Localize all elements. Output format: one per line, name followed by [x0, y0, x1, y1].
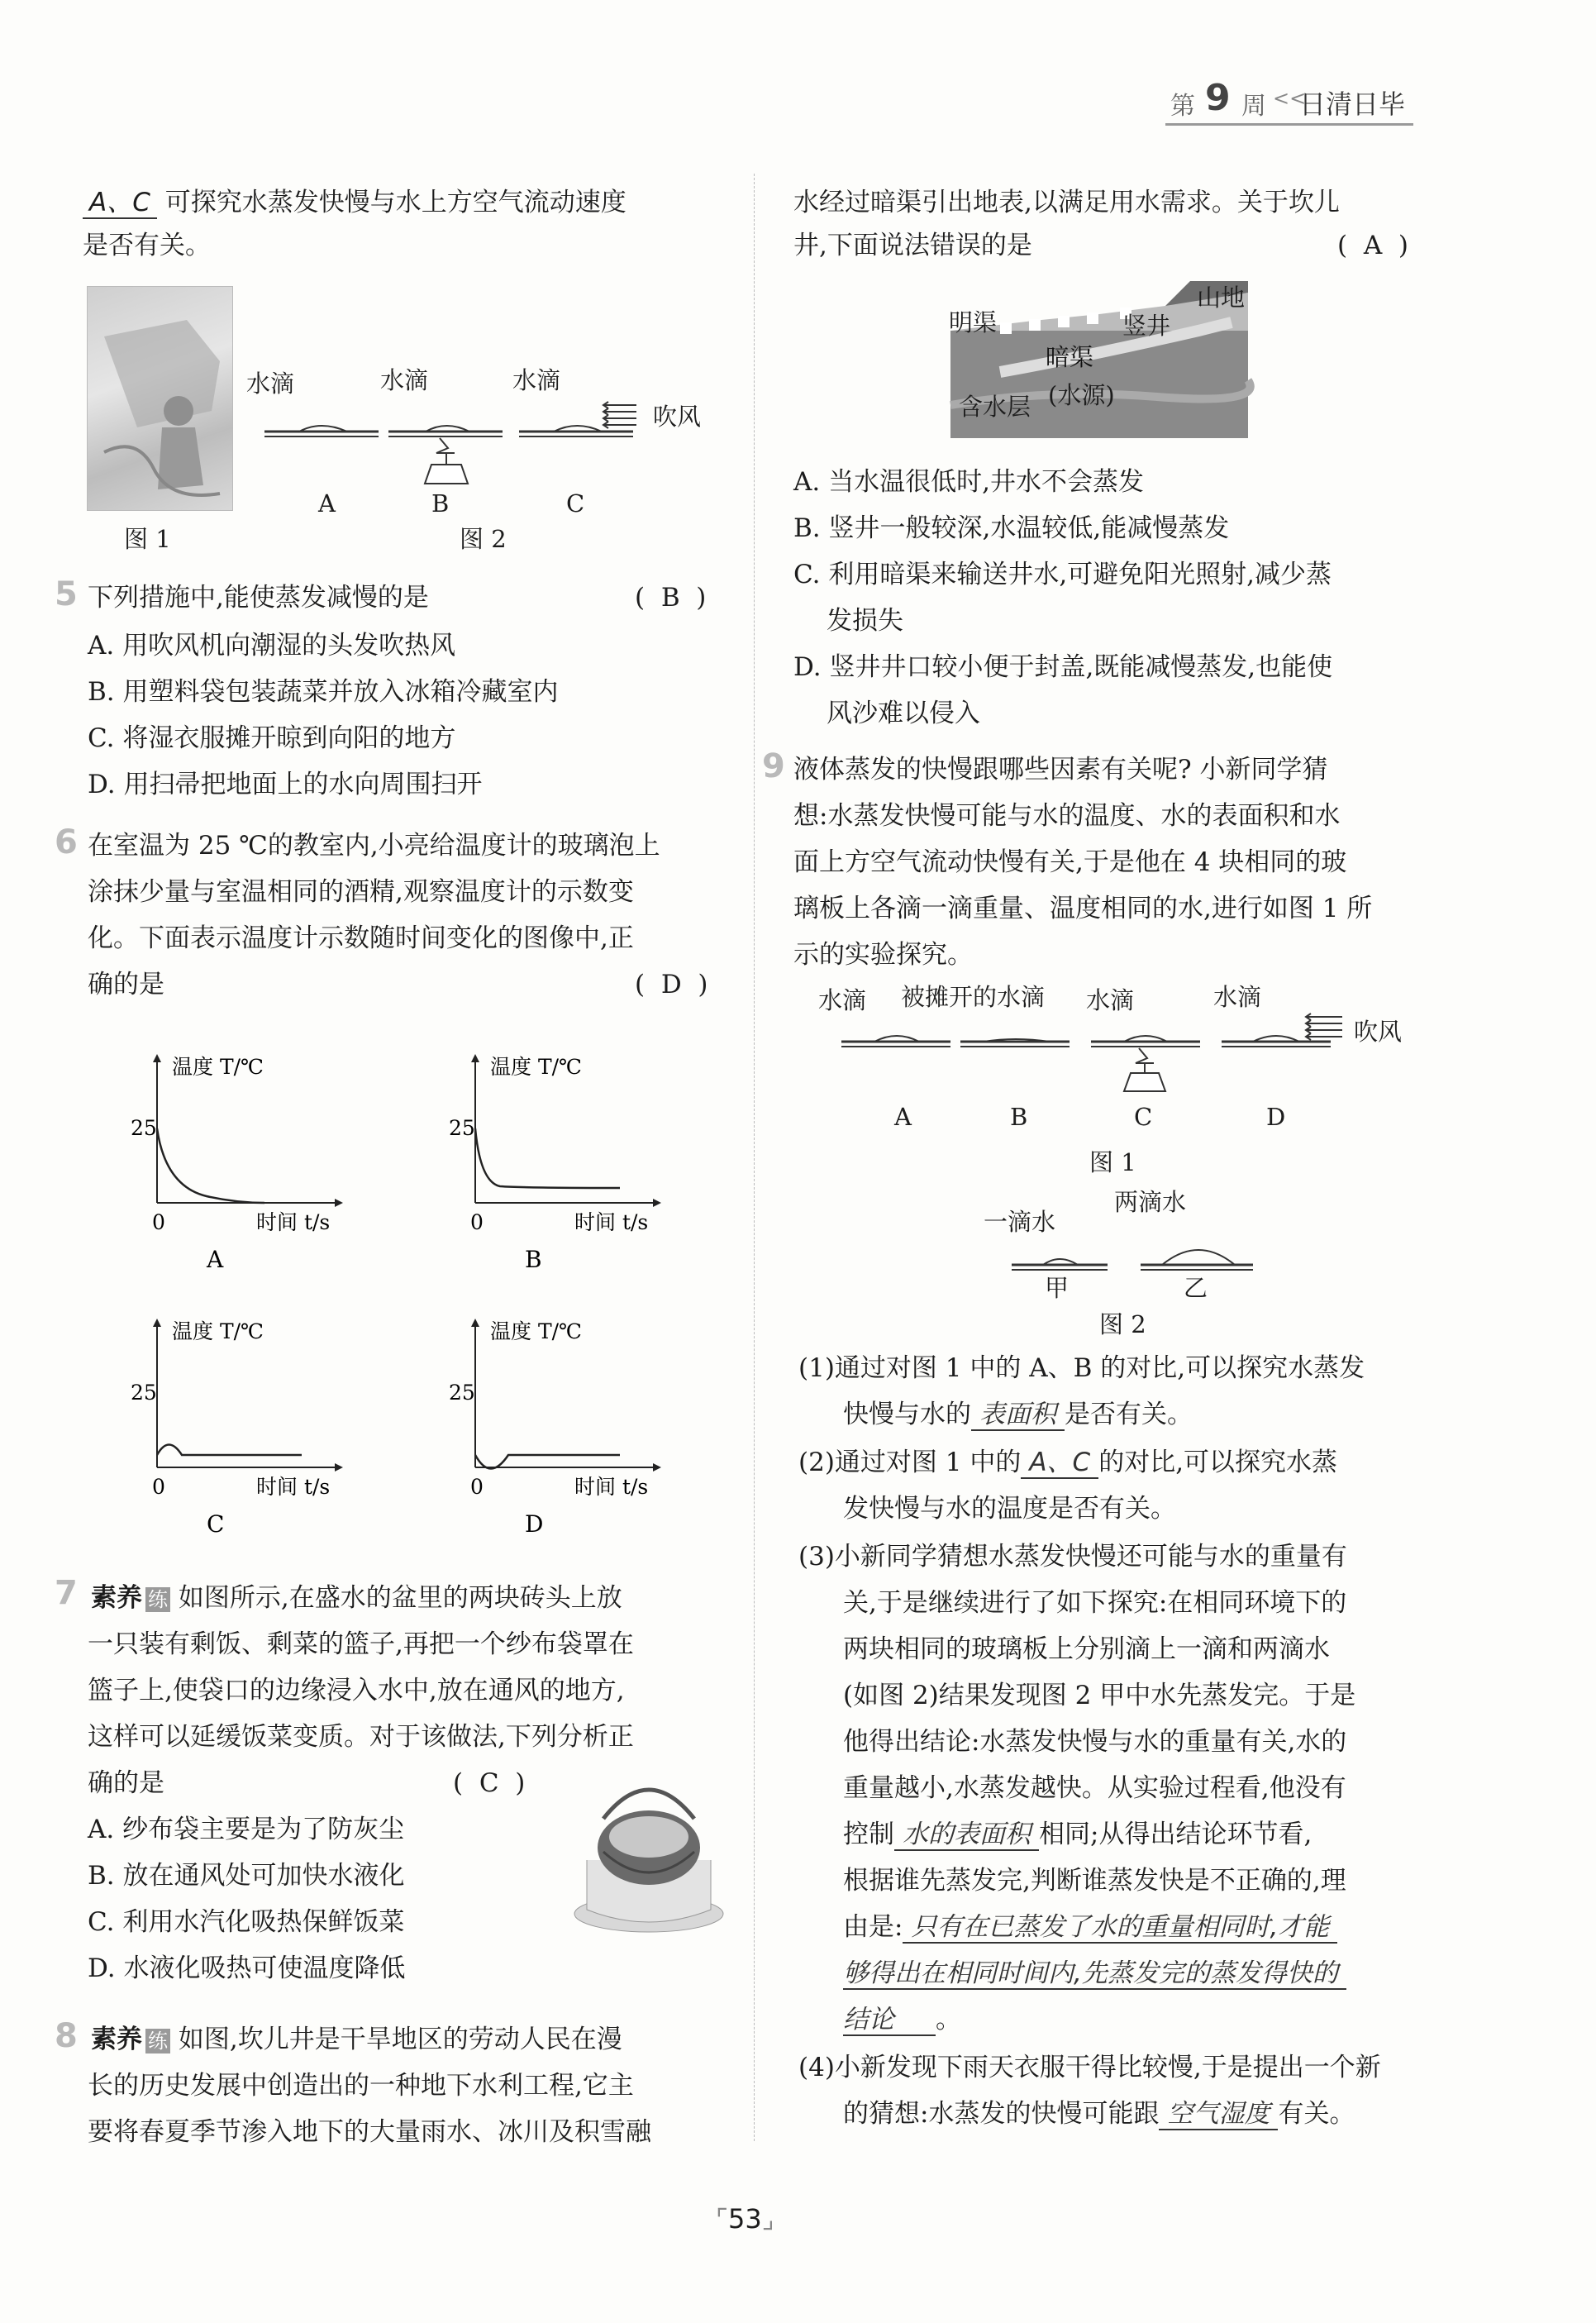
q9-number: 9 [762, 747, 785, 785]
x-axis-arrow [335, 1199, 343, 1207]
q9-fig2-jia: 甲 [1045, 1274, 1070, 1302]
q8-option-b: B. 竖井一般较深,水温较低,能减慢蒸发 [793, 513, 1230, 543]
q6-number: 6 [55, 823, 78, 861]
q9-p3-line6: 重量越小,水蒸发越快。从实验过程看,他没有 [843, 1773, 1346, 1803]
q7-option-b: B. 放在通风处可加快水液化 [88, 1861, 405, 1891]
karez-shujing: 竖井 [1122, 312, 1171, 340]
q9-fig1-wind: 吹风 [1354, 1018, 1403, 1046]
q9-p1-answer: 表面积 [971, 1400, 1065, 1431]
q8-line4: 水经过暗渠引出地表,以满足用水需求。关于坎儿 [793, 188, 1340, 217]
q8-option-d-cont: 风沙难以侵入 [827, 699, 980, 728]
fig2-c: C [566, 489, 585, 518]
q9-p3-line9: 由是: 只有在已蒸发了水的重量相同时,才能 [843, 1908, 1337, 1946]
q9-p3-line8: 根据谁先蒸发完,判断谁蒸发快是不正确的,理 [843, 1866, 1346, 1896]
q4-fig2 [256, 355, 636, 554]
temp-graph-A [107, 1046, 372, 1273]
q9-fig1-b-label: 被摊开的水滴 [901, 983, 1046, 1011]
x-axis-arrow [653, 1463, 661, 1472]
q5-answer: ( B ) [635, 583, 707, 613]
q9-line4: 璃板上各滴一滴重量、温度相同的水,进行如图 1 所 [793, 894, 1373, 923]
origin-label: 0 [152, 1210, 165, 1234]
q8-line3: 要将春夏季节渗入地下的大量雨水、冰川及积雪融 [88, 2117, 651, 2147]
graph-option-label: B [525, 1246, 542, 1273]
karez-shuiyuan: (水源) [1048, 381, 1115, 409]
fig2-drop1: 水滴 [246, 370, 295, 398]
q8-option-c-cont: 发损失 [827, 606, 903, 636]
graph-option-label: D [525, 1510, 544, 1538]
q9-fig1-ld: D [1266, 1103, 1286, 1131]
q9-p3-line5: 他得出结论:水蒸发快慢与水的重量有关,水的 [843, 1727, 1347, 1757]
q9-p2-line1: (2)通过对图 1 中的 A、C 的对比,可以探究水蒸 [798, 1448, 1338, 1477]
temp-graph-B [426, 1046, 690, 1273]
q8-number: 8 [55, 2017, 78, 2055]
karez-mingqu: 明渠 [949, 308, 998, 336]
karez-shandi: 山地 [1197, 284, 1246, 312]
q9-fig1-d-label: 水滴 [1213, 983, 1262, 1011]
q5-option-c: C. 将湿衣服摊开晾到向阳的地方 [88, 723, 456, 753]
column-divider [754, 174, 755, 2141]
origin-label: 0 [470, 1210, 484, 1234]
y-axis-arrow [471, 1054, 479, 1062]
q9-p3-line3: 两块相同的玻璃板上分别滴上一滴和两滴水 [843, 1634, 1330, 1664]
q6-line3: 化。下面表示温度计示数随时间变化的图像中,正 [88, 923, 634, 953]
painting-figure-image [88, 287, 232, 510]
q6-answer: ( D ) [635, 970, 708, 999]
basket-image [570, 1769, 727, 1943]
q7-line4: 这样可以延缓饭菜变质。对于该做法,下列分析正 [88, 1722, 634, 1752]
q7-option-d: D. 水液化吸热可使温度降低 [88, 1953, 406, 1983]
fig2-caption: 图 2 [460, 525, 507, 553]
q7-line3: 篮子上,使袋口的边缘浸入水中,放在通风的地方, [88, 1676, 625, 1705]
q4-answer: A、C [83, 188, 157, 219]
x-axis-label: 时间 t/s [574, 1210, 649, 1234]
q9-fig2-caption: 图 2 [1099, 1310, 1146, 1338]
q9-fig2-yi-label: 两滴水 [1114, 1188, 1187, 1216]
fig2-b: B [431, 489, 450, 518]
q9-line3: 面上方空气流动快慢有关,于是他在 4 块相同的玻 [793, 847, 1347, 877]
q5-number: 5 [55, 575, 78, 613]
x-axis-label: 时间 t/s [256, 1210, 331, 1234]
q5-stem: 下列措施中,能使蒸发减慢的是 [88, 583, 429, 613]
q9-line5: 示的实验探究。 [793, 940, 973, 970]
q9-p3-line4: (如图 2)结果发现图 2 甲中水先蒸发完。于是 [843, 1681, 1356, 1710]
y-axis-arrow [153, 1319, 161, 1327]
q9-fig1-lb: B [1010, 1103, 1028, 1131]
header [1165, 79, 1413, 126]
q9-fig2-yi: 乙 [1184, 1274, 1208, 1302]
q7-tag: 素养 [91, 1583, 142, 1613]
fig1-painting [87, 286, 233, 511]
q9-p4-line2: 的猜想:水蒸发的快慢可能跟 空气湿度 有关。 [843, 2099, 1355, 2129]
fig2-drop3: 水滴 [512, 366, 561, 394]
fig2-drop2: 水滴 [380, 366, 429, 394]
y-tick-25: 25 [449, 1116, 475, 1140]
alcohol-lamp-icon [425, 438, 468, 484]
q9-p4-line1: (4)小新发现下雨天衣服干得比较慢,于是提出一个新 [798, 2053, 1381, 2082]
origin-label: 0 [470, 1475, 484, 1499]
q9-fig2-jia-label: 一滴水 [984, 1208, 1056, 1236]
q8-line5: 井,下面说法错误的是 [793, 231, 1032, 260]
q9-p4-answer: 空气湿度 [1159, 2099, 1278, 2130]
page-number: ⌜53⌟ [716, 2203, 774, 2235]
fig2-a: A [318, 489, 336, 518]
header-suffix: 周 [1241, 92, 1266, 121]
header-prefix: 第 [1170, 92, 1195, 121]
q7-option-c: C. 利用水汽化吸热保鲜饭菜 [88, 1907, 405, 1937]
q9-fig1-lc: C [1134, 1103, 1153, 1131]
origin-label: 0 [152, 1475, 165, 1499]
q5-option-b: B. 用塑料袋包装蔬菜并放入冰箱冷藏室内 [88, 677, 559, 707]
q8-answer: ( A ) [1337, 231, 1409, 260]
q7-line1: 素养 练 如图所示,在盛水的盆里的两块砖头上放 [91, 1579, 622, 1617]
y-axis-label: 温度 T/℃ [172, 1055, 264, 1079]
q8-option-d: D. 竖井井口较小便于封盖,既能减慢蒸发,也能使 [793, 652, 1333, 682]
q7-line2: 一只装有剩饭、剩菜的篮子,再把一个纱布袋罩在 [88, 1629, 634, 1659]
y-axis-label: 温度 T/℃ [172, 1319, 264, 1343]
temperature-curve [157, 1445, 302, 1456]
x-axis-arrow [653, 1199, 661, 1207]
x-axis-label: 时间 t/s [574, 1475, 649, 1499]
q9-p3-answer2a: 只有在已蒸发了水的重量相同时,才能 [903, 1912, 1337, 1944]
q9-line2: 想:水蒸发快慢可能与水的温度、水的表面积和水 [793, 801, 1341, 831]
q7-number: 7 [55, 1574, 78, 1612]
q5-option-a: A. 用吹风机向潮湿的头发吹热风 [88, 631, 456, 661]
y-axis-arrow [153, 1054, 161, 1062]
fig2-wind: 吹风 [653, 403, 702, 431]
temp-graph-C [107, 1310, 372, 1538]
q9-fig1-a-label: 水滴 [818, 986, 867, 1014]
q8-option-c: C. 利用暗渠来输送井水,可避免阳光照射,减少蒸 [793, 560, 1332, 589]
q4-line1: A、C 可探究水蒸发快慢与水上方空气流动速度 [83, 184, 626, 222]
fig1-caption: 图 1 [124, 525, 171, 553]
q9-p2-answer: A、C [1021, 1448, 1098, 1479]
q6-line2: 涂抹少量与室温相同的酒精,观察温度计的示数变 [88, 877, 634, 907]
x-axis-arrow [335, 1463, 343, 1472]
q7-line5: 确的是 [88, 1768, 164, 1798]
header-week: 9 [1205, 77, 1231, 119]
wind-arrows-icon [1306, 1014, 1342, 1040]
y-tick-25: 25 [131, 1116, 157, 1140]
graph-option-label: C [207, 1510, 225, 1538]
q9-p3-line2: 关,于是继续进行了如下探究:在相同环境下的 [843, 1588, 1347, 1618]
q5-option-d: D. 用扫帚把地面上的水向周围扫开 [88, 770, 483, 799]
q9-p3-line11: 结论 。 [843, 2005, 961, 2034]
temp-graph-D [426, 1310, 690, 1538]
q7-answer: ( C ) [453, 1768, 526, 1798]
q9-fig1-la: A [894, 1103, 912, 1131]
graph-option-label: A [207, 1246, 224, 1273]
wind-arrows-icon [603, 402, 636, 428]
q6-line4: 确的是 [88, 970, 164, 999]
y-tick-25: 25 [131, 1381, 157, 1405]
q9-fig1-c-label: 水滴 [1086, 986, 1135, 1014]
q9-line1: 液体蒸发的快慢跟哪些因素有关呢? 小新同学猜 [793, 755, 1328, 785]
y-tick-25: 25 [449, 1381, 475, 1405]
q8-tag: 素养 [91, 2025, 142, 2054]
q9-p3-line7: 控制 水的表面积 相同;从得出结论环节看, [843, 1820, 1313, 1849]
header-title: 日清日毕 [1299, 88, 1406, 120]
q7-tag-lian: 练 [145, 1587, 170, 1612]
q8-tag-lian: 练 [145, 2029, 170, 2053]
q9-p1-line1: (1)通过对图 1 中的 A、B 的对比,可以探究水蒸发 [798, 1353, 1365, 1383]
q7-option-a: A. 纱布袋主要是为了防灰尘 [88, 1815, 405, 1844]
temperature-curve [475, 1128, 620, 1188]
temperature-curve [157, 1128, 264, 1203]
q9-p2-line2: 发快慢与水的温度是否有关。 [843, 1494, 1176, 1524]
karez-hanshui: 含水层 [959, 393, 1031, 421]
y-axis-label: 温度 T/℃ [490, 1055, 583, 1079]
y-axis-arrow [471, 1319, 479, 1327]
q9-p3-line1: (3)小新同学猜想水蒸发快慢还可能与水的重量有 [798, 1542, 1347, 1572]
x-axis-label: 时间 t/s [256, 1475, 331, 1499]
q8-line1: 素养 练 如图,坎儿井是干旱地区的劳动人民在漫 [91, 2020, 622, 2058]
header-arrows: << [1273, 87, 1307, 110]
q9-p3-answer2b: 够得出在相同时间内,先蒸发完的蒸发得快的 [843, 1958, 1346, 1990]
q8-line2: 长的历史发展中创造出的一种地下水利工程,它主 [88, 2071, 634, 2101]
y-axis-label: 温度 T/℃ [490, 1319, 583, 1343]
q9-p3-line10 [843, 1954, 1346, 1992]
karez-anqu: 暗渠 [1046, 343, 1094, 371]
q8-option-a: A. 当水温很低时,井水不会蒸发 [793, 467, 1144, 497]
q9-fig1-caption: 图 1 [1089, 1148, 1136, 1176]
q9-p3-answer2c: 结论 [843, 2005, 936, 2036]
q6-line1: 在室温为 25 ℃的教室内,小亮给温度计的玻璃泡上 [88, 831, 660, 861]
q9-p3-answer1: 水的表面积 [894, 1820, 1039, 1851]
q4-line2: 是否有关。 [83, 231, 211, 260]
q9-p1-line2: 快慢与水的 表面积 是否有关。 [843, 1400, 1193, 1429]
